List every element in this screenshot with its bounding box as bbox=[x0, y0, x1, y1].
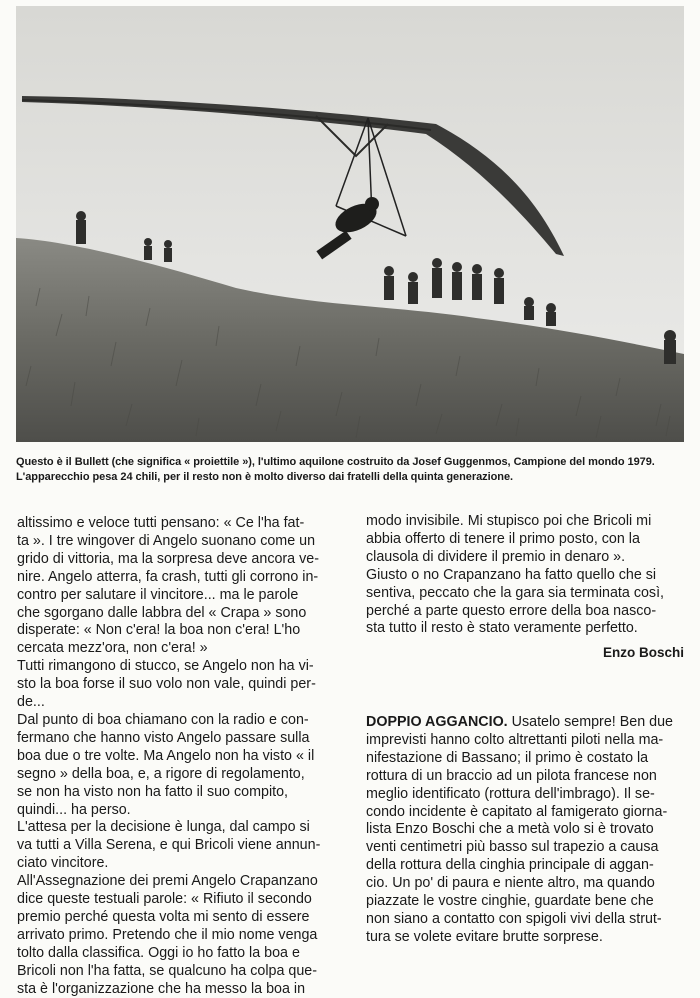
text-line: sto la boa forse il suo volo non vale, quindi per- bbox=[17, 676, 316, 693]
text-line: che sgorgano dalle labbra del « Crapa » sono bbox=[17, 604, 307, 621]
caption-line: L'apparecchio pesa 24 chili, per il resto non è molto diverso dai fratelli della quinta generazione. bbox=[16, 470, 514, 483]
text-line: segno » della boa, e, a rigore di regolamento, bbox=[17, 765, 305, 782]
text-line: L'attesa per la decisione è lunga, dal campo si bbox=[17, 819, 310, 836]
text-line: nire. Angelo atterra, fa crash, tutti gli corrono in- bbox=[17, 568, 319, 585]
text-line: sta tutto il resto è stato veramente perfetto. bbox=[366, 620, 638, 637]
text-line: condo incidente è capitato al famigerato giorna- bbox=[366, 803, 668, 820]
text-line: All'Assegnazione dei premi Angelo Crapanzano bbox=[17, 873, 318, 890]
text-line: tolto dalla classifica. Oggi io ho fatto la boa e bbox=[17, 944, 300, 961]
text-line: cio. Un po' di paura e niente altro, ma quando bbox=[366, 875, 655, 892]
text-line: abbia offerto di tenere il primo posto, con la bbox=[366, 530, 640, 547]
text-line: sta è l'organizzazione che ha messo la boa in bbox=[17, 980, 306, 997]
text-line: arrivato primo. Pretendo che il mio nome venga bbox=[17, 926, 318, 943]
text-line: imprevisti hanno colto altrettanti piloti nella ma- bbox=[366, 731, 664, 748]
text-line: non siano a contatto con spigoli vivi della strut- bbox=[366, 910, 662, 927]
text-line: dice queste testuali parole: « Rifiuto il secondo bbox=[17, 891, 312, 908]
article-right-column bbox=[366, 513, 686, 638]
text-line: quindi... ha perso. bbox=[17, 801, 131, 818]
photo-caption bbox=[16, 455, 692, 484]
text-line: va tutti a Villa Serena, e qui Bricoli viene annun- bbox=[17, 837, 321, 854]
text-line: della rottura della cinghia principale di aggan- bbox=[366, 857, 654, 874]
text-line: grido di vittoria, ma la sorpresa deve ancora ve- bbox=[17, 550, 319, 567]
text-line: tura se volete evitare brutte sorprese. bbox=[366, 928, 603, 945]
text-line: Giusto o no Crapanzano ha fatto quello che si bbox=[366, 566, 657, 583]
text-line: ciato vincitore. bbox=[17, 855, 109, 872]
article-left-column bbox=[17, 515, 363, 998]
text-line: rottura di un braccio ad un pilota francese non bbox=[366, 767, 657, 784]
text-line: nifestazione di Bassano; il primo è costato la bbox=[366, 749, 649, 766]
second-article-first-line bbox=[366, 714, 686, 732]
text-line: altissimo e veloce tutti pensano: « Ce l'ha fat- bbox=[17, 515, 305, 531]
text-line: venti centimetri più basso sul trapezio a causa bbox=[366, 839, 659, 856]
text-line: premio perché questa volta mi sento di essere bbox=[17, 908, 310, 925]
text-line: Dal punto di boa chiamano con la radio e con- bbox=[17, 711, 309, 728]
second-article-lead: Usatelo sempre! Ben due bbox=[507, 714, 673, 730]
text-line: perché a parte questo errore della boa nasco- bbox=[366, 602, 657, 619]
text-line: disperate: « Non c'era! la boa non c'era! L'ho bbox=[17, 622, 301, 639]
text-line: sentiva, peccato che la gara sia terminata così, bbox=[366, 584, 665, 601]
author-signature: Enzo Boschi bbox=[602, 645, 684, 660]
caption-line: Questo è il Bullett (che significa « proiettile »), l'ultimo aquilone costruito da Josef Guggenmos, Campione del mondo 1979. bbox=[16, 456, 655, 468]
text-line: modo invisibile. Mi stupisco poi che Bricoli mi bbox=[366, 513, 652, 529]
text-line: clausola di dividere il premio in denaro ». bbox=[366, 548, 626, 565]
text-line: cercata mezz'ora, non c'era! » bbox=[17, 640, 208, 657]
text-line: boa due o tre volte. Ma Angelo non ha visto « il bbox=[17, 747, 315, 764]
text-line: lista Enzo Boschi che a metà volo si è trovato bbox=[366, 821, 654, 838]
hang-glider-photo bbox=[16, 6, 684, 442]
second-article bbox=[366, 714, 686, 947]
text-line: piazzate le vostre cinghie, guardate bene che bbox=[366, 893, 654, 910]
second-article-headline: DOPPIO AGGANCIO. bbox=[366, 714, 508, 730]
second-article-body bbox=[366, 732, 686, 947]
text-line: ta ». I tre wingover di Angelo suonano come un bbox=[17, 532, 316, 549]
text-line: Bricoli non l'ha fatta, se qualcuno ha colpa que- bbox=[17, 962, 317, 979]
text-line: contro per salutare il vincitore... ma le parole bbox=[17, 586, 299, 603]
text-line: Tutti rimangono di stucco, se Angelo non ha vi- bbox=[17, 658, 314, 675]
text-line: fermano che hanno visto Angelo passare sulla bbox=[17, 729, 310, 746]
text-line: se non ha visto non ha fatto il suo compito, bbox=[17, 783, 289, 800]
text-line: de... bbox=[17, 694, 45, 711]
hang-glider-illustration bbox=[16, 6, 684, 442]
text-line: meglio identificato (rottura dell'imbrago). Il se- bbox=[366, 785, 655, 802]
